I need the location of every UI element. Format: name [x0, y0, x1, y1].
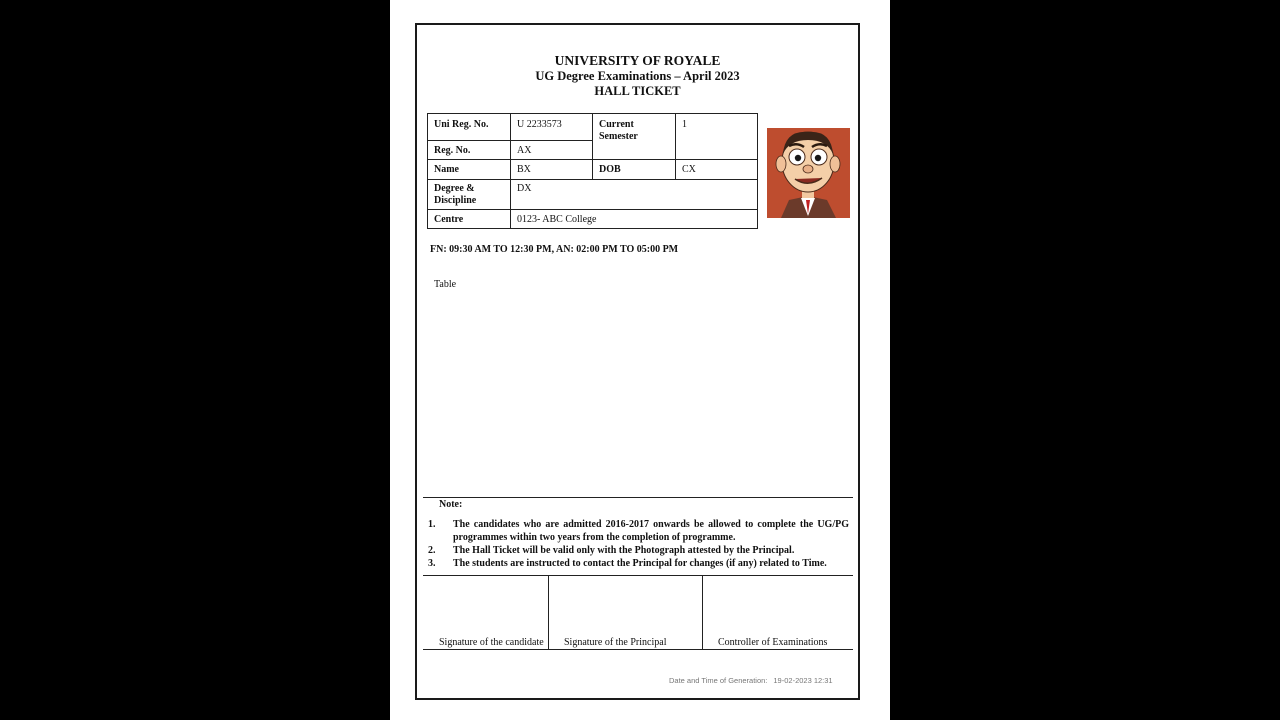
uni-reg-value: U 2233573 — [517, 119, 562, 130]
cartoon-face-icon — [767, 128, 850, 218]
notes-title: Note: — [439, 499, 463, 510]
note-item-2 — [428, 545, 849, 558]
university-title: UNIVERSITY OF ROYALE — [554, 53, 721, 68]
table-placeholder: Table — [434, 279, 457, 290]
note-text: The students are instructed to contact the Principal for changes (if any) related to Time. — [453, 558, 827, 569]
note-text: The Hall Ticket will be valid only with the Photograph attested by the Principal. — [453, 545, 795, 556]
student-info-table — [427, 113, 758, 229]
reg-label: Reg. No. — [434, 145, 471, 156]
hall-ticket-title: HALL TICKET — [594, 84, 681, 98]
semester-label: Current Semester — [599, 119, 638, 142]
signature-top-rule — [423, 575, 853, 576]
degree-label: Degree & Discipline — [434, 183, 477, 206]
reg-value: AX — [517, 145, 532, 156]
principal-signature: Signature of the Principal — [564, 637, 667, 648]
exam-title: UG Degree Examinations – April 2023 — [535, 69, 740, 83]
dob-value: CX — [682, 164, 696, 175]
student-photo — [767, 128, 850, 218]
note-item-3 — [428, 558, 849, 571]
degree-value: DX — [517, 183, 532, 194]
name-label: Name — [434, 164, 459, 175]
name-value: BX — [517, 164, 531, 175]
semester-value: 1 — [682, 119, 687, 130]
note-number: 2. — [428, 545, 436, 556]
centre-value: 0123- ABC College — [517, 214, 597, 225]
centre-label: Centre — [434, 214, 464, 225]
notes-top-rule — [423, 497, 853, 498]
note-number: 1. — [428, 519, 436, 530]
exam-timing: FN: 09:30 AM TO 12:30 PM, AN: 02:00 PM TO 05:00 PM — [430, 244, 679, 255]
generation-timestamp — [669, 676, 833, 685]
signature-bottom-rule — [423, 649, 853, 650]
uni-reg-label: Uni Reg. No. — [434, 119, 489, 130]
generation-label: Date and Time of Generation: — [669, 676, 768, 685]
controller-signature: Controller of Examinations — [718, 637, 828, 648]
signature-divider — [548, 576, 549, 649]
note-number: 3. — [428, 558, 436, 569]
note-text: The candidates who are admitted 2016-2017 onwards be allowed to complete the UG/PG programmes within two years from the completion of programme. — [453, 519, 849, 543]
generation-value: 19-02-2023 12:31 — [773, 676, 833, 685]
candidate-signature: Signature of the candidate — [439, 637, 544, 648]
note-item-1 — [428, 519, 849, 544]
signature-divider — [702, 576, 703, 649]
dob-label: DOB — [599, 164, 621, 175]
